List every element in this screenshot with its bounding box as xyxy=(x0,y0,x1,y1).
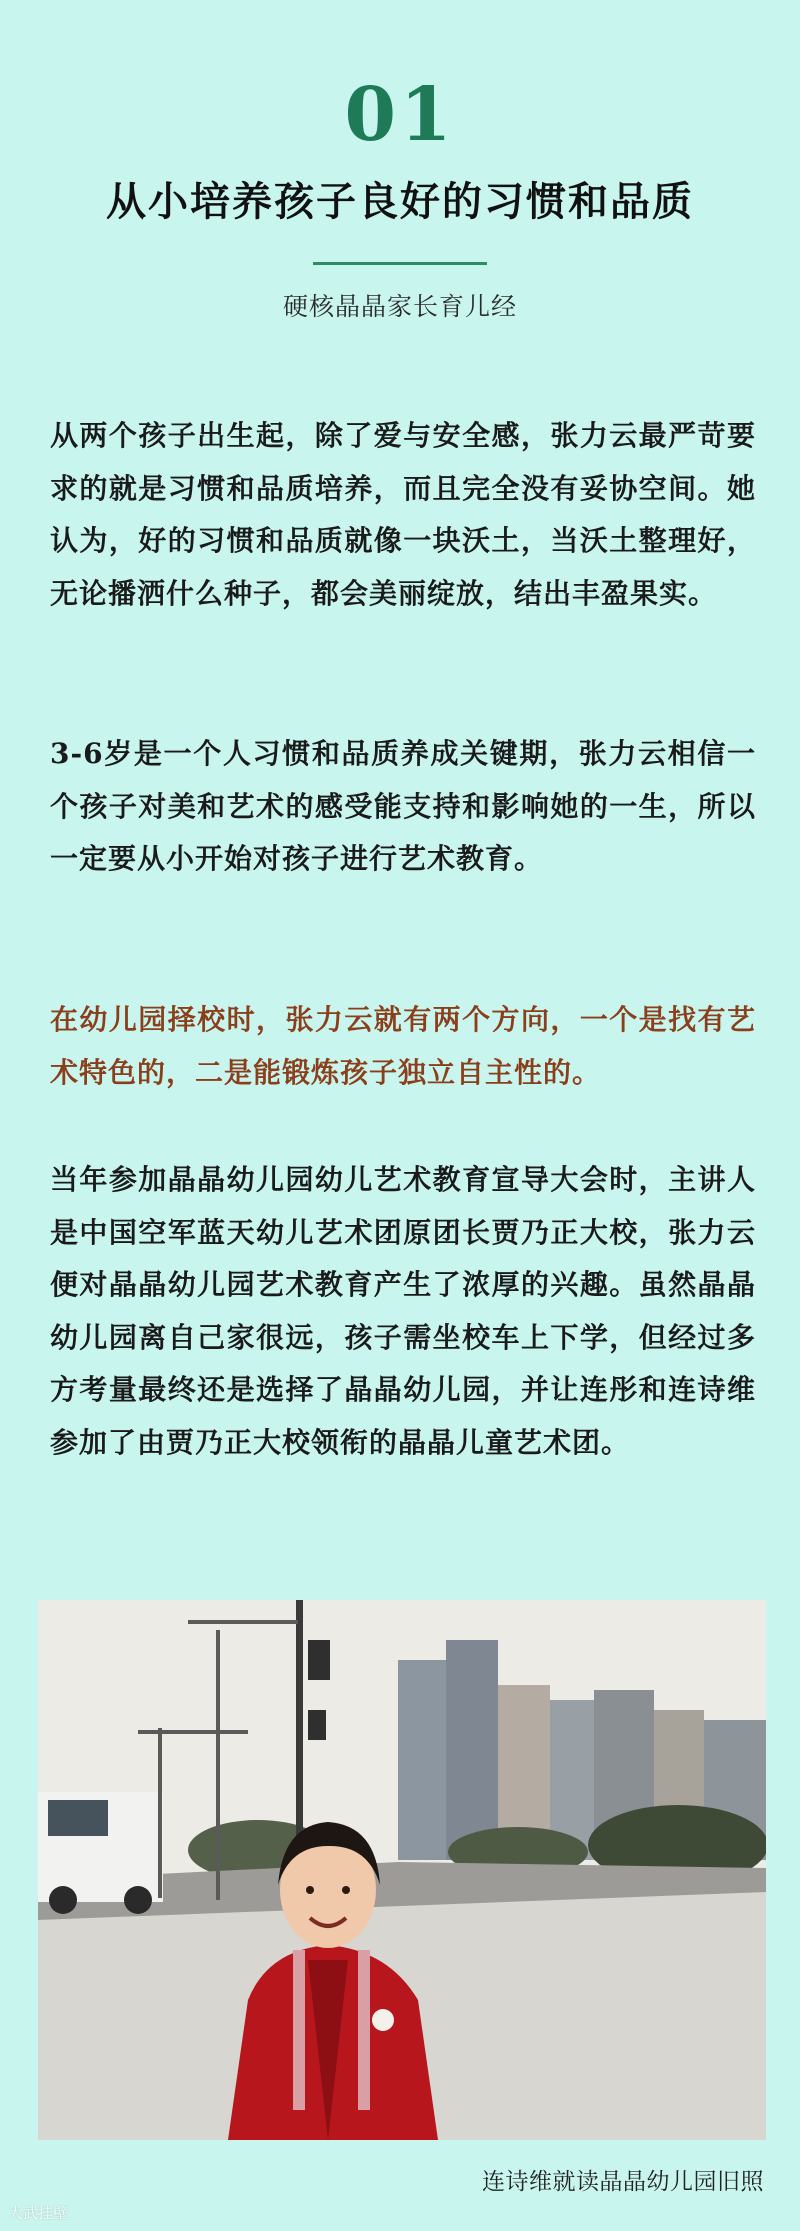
title-divider xyxy=(313,262,487,265)
paragraph-habits: 从两个孩子出生起，除了爱与安全感，张力云最严苛要求的就是习惯和品质培养，而且完全没有妥协空间。她认为，好的习惯和品质就像一块沃土，当沃土整理好，无论播洒什么种子，都会美丽绽放，结出丰盈果实。 xyxy=(50,419,756,610)
photo-caption: 连诗维就读晶晶幼儿园旧照 xyxy=(482,2169,764,2195)
paragraph-school-choice: 在幼儿园择校时，张力云就有两个方向，一个是找有艺术特色的，二是能锻炼孩子独立自主性的。 xyxy=(50,1003,756,1089)
section-subtitle: 硬核晶晶家长育儿经 xyxy=(282,292,517,321)
section-number: 01 xyxy=(344,72,456,158)
old-photo xyxy=(38,1600,766,2140)
paragraph-art-education: 3-6岁是一个人习惯和品质养成关键期，张力云相信一个孩子对美和艺术的感受能支持和影响她的一生，所以一定要从小开始对孩子进行艺术教育。 xyxy=(50,737,756,875)
section-title: 从小培养孩子良好的习惯和品质 xyxy=(106,179,694,225)
watermark: 大武挂壁 xyxy=(8,2204,69,2222)
paragraph-kindergarten: 当年参加晶晶幼儿园幼儿艺术教育宣导大会时，主讲人是中国空军蓝天幼儿艺术团原团长贾乃正大校，张力云便对晶晶幼儿园艺术教育产生了浓厚的兴趣。虽然晶晶幼儿园离自己家很远，孩子需坐校车上下学，但经过多方考量最终还是选择了晶晶幼儿园，并让连彤和连诗维参加了由贾乃正大校领衔的晶晶儿童艺术团。 xyxy=(50,1163,756,1459)
